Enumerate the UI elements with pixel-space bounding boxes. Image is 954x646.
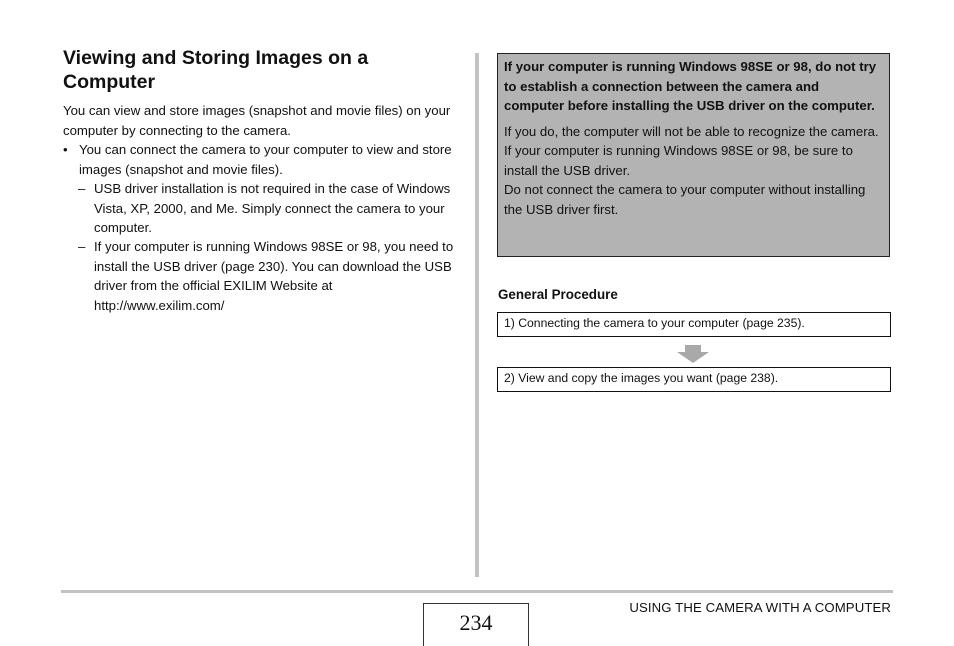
procedure-step-1: 1) Connecting the camera to your computer (page 235). (497, 312, 891, 337)
chapter-label: USING THE CAMERA WITH A COMPUTER (629, 600, 891, 615)
sub-item-text: If your computer is running Windows 98SE or 98, you need to install the USB driver (page 230). You can download the USB driver from the official EXILIM Website at http://www.exilim.com/ (94, 239, 454, 313)
warning-line: If your computer is running Windows 98SE or 98, be sure to install the USB driver. (504, 143, 853, 178)
page-title: Viewing and Storing Images on a Computer (63, 47, 369, 93)
warning-line: Do not connect the camera to your computer without installing the USB driver first. (504, 182, 866, 217)
warning-box (497, 53, 890, 257)
bullet-item (63, 140, 463, 179)
warning-title: If your computer is running Windows 98SE or 98, do not try to establish a connection between the camera and computer before installing the USB driver on the computer. (504, 59, 877, 113)
page-number: 234 (423, 603, 529, 646)
bullet-symbol: • (63, 142, 68, 157)
dash-symbol: – (78, 181, 86, 196)
warning-line: If you do, the computer will not be able to recognize the camera. (504, 123, 879, 139)
intro-text: You can view and store images (snapshot and movie files) on your computer by connecting to the camera. (63, 103, 451, 138)
dash-symbol: – (78, 239, 86, 254)
footer-rule (61, 590, 893, 593)
bullet-text: You can connect the camera to your computer to view and store images (snapshot and movie files). (79, 142, 452, 177)
column-divider (475, 53, 479, 577)
sub-item (78, 179, 458, 238)
section-heading: General Procedure (498, 287, 618, 302)
sub-item (78, 237, 458, 315)
procedure-step-2: 2) View and copy the images you want (page 238). (497, 367, 891, 392)
sub-item-text: USB driver installation is not required in the case of Windows Vista, XP, 2000, and Me. Simply connect the camera to your computer. (94, 181, 451, 235)
down-arrow-icon (677, 345, 709, 363)
